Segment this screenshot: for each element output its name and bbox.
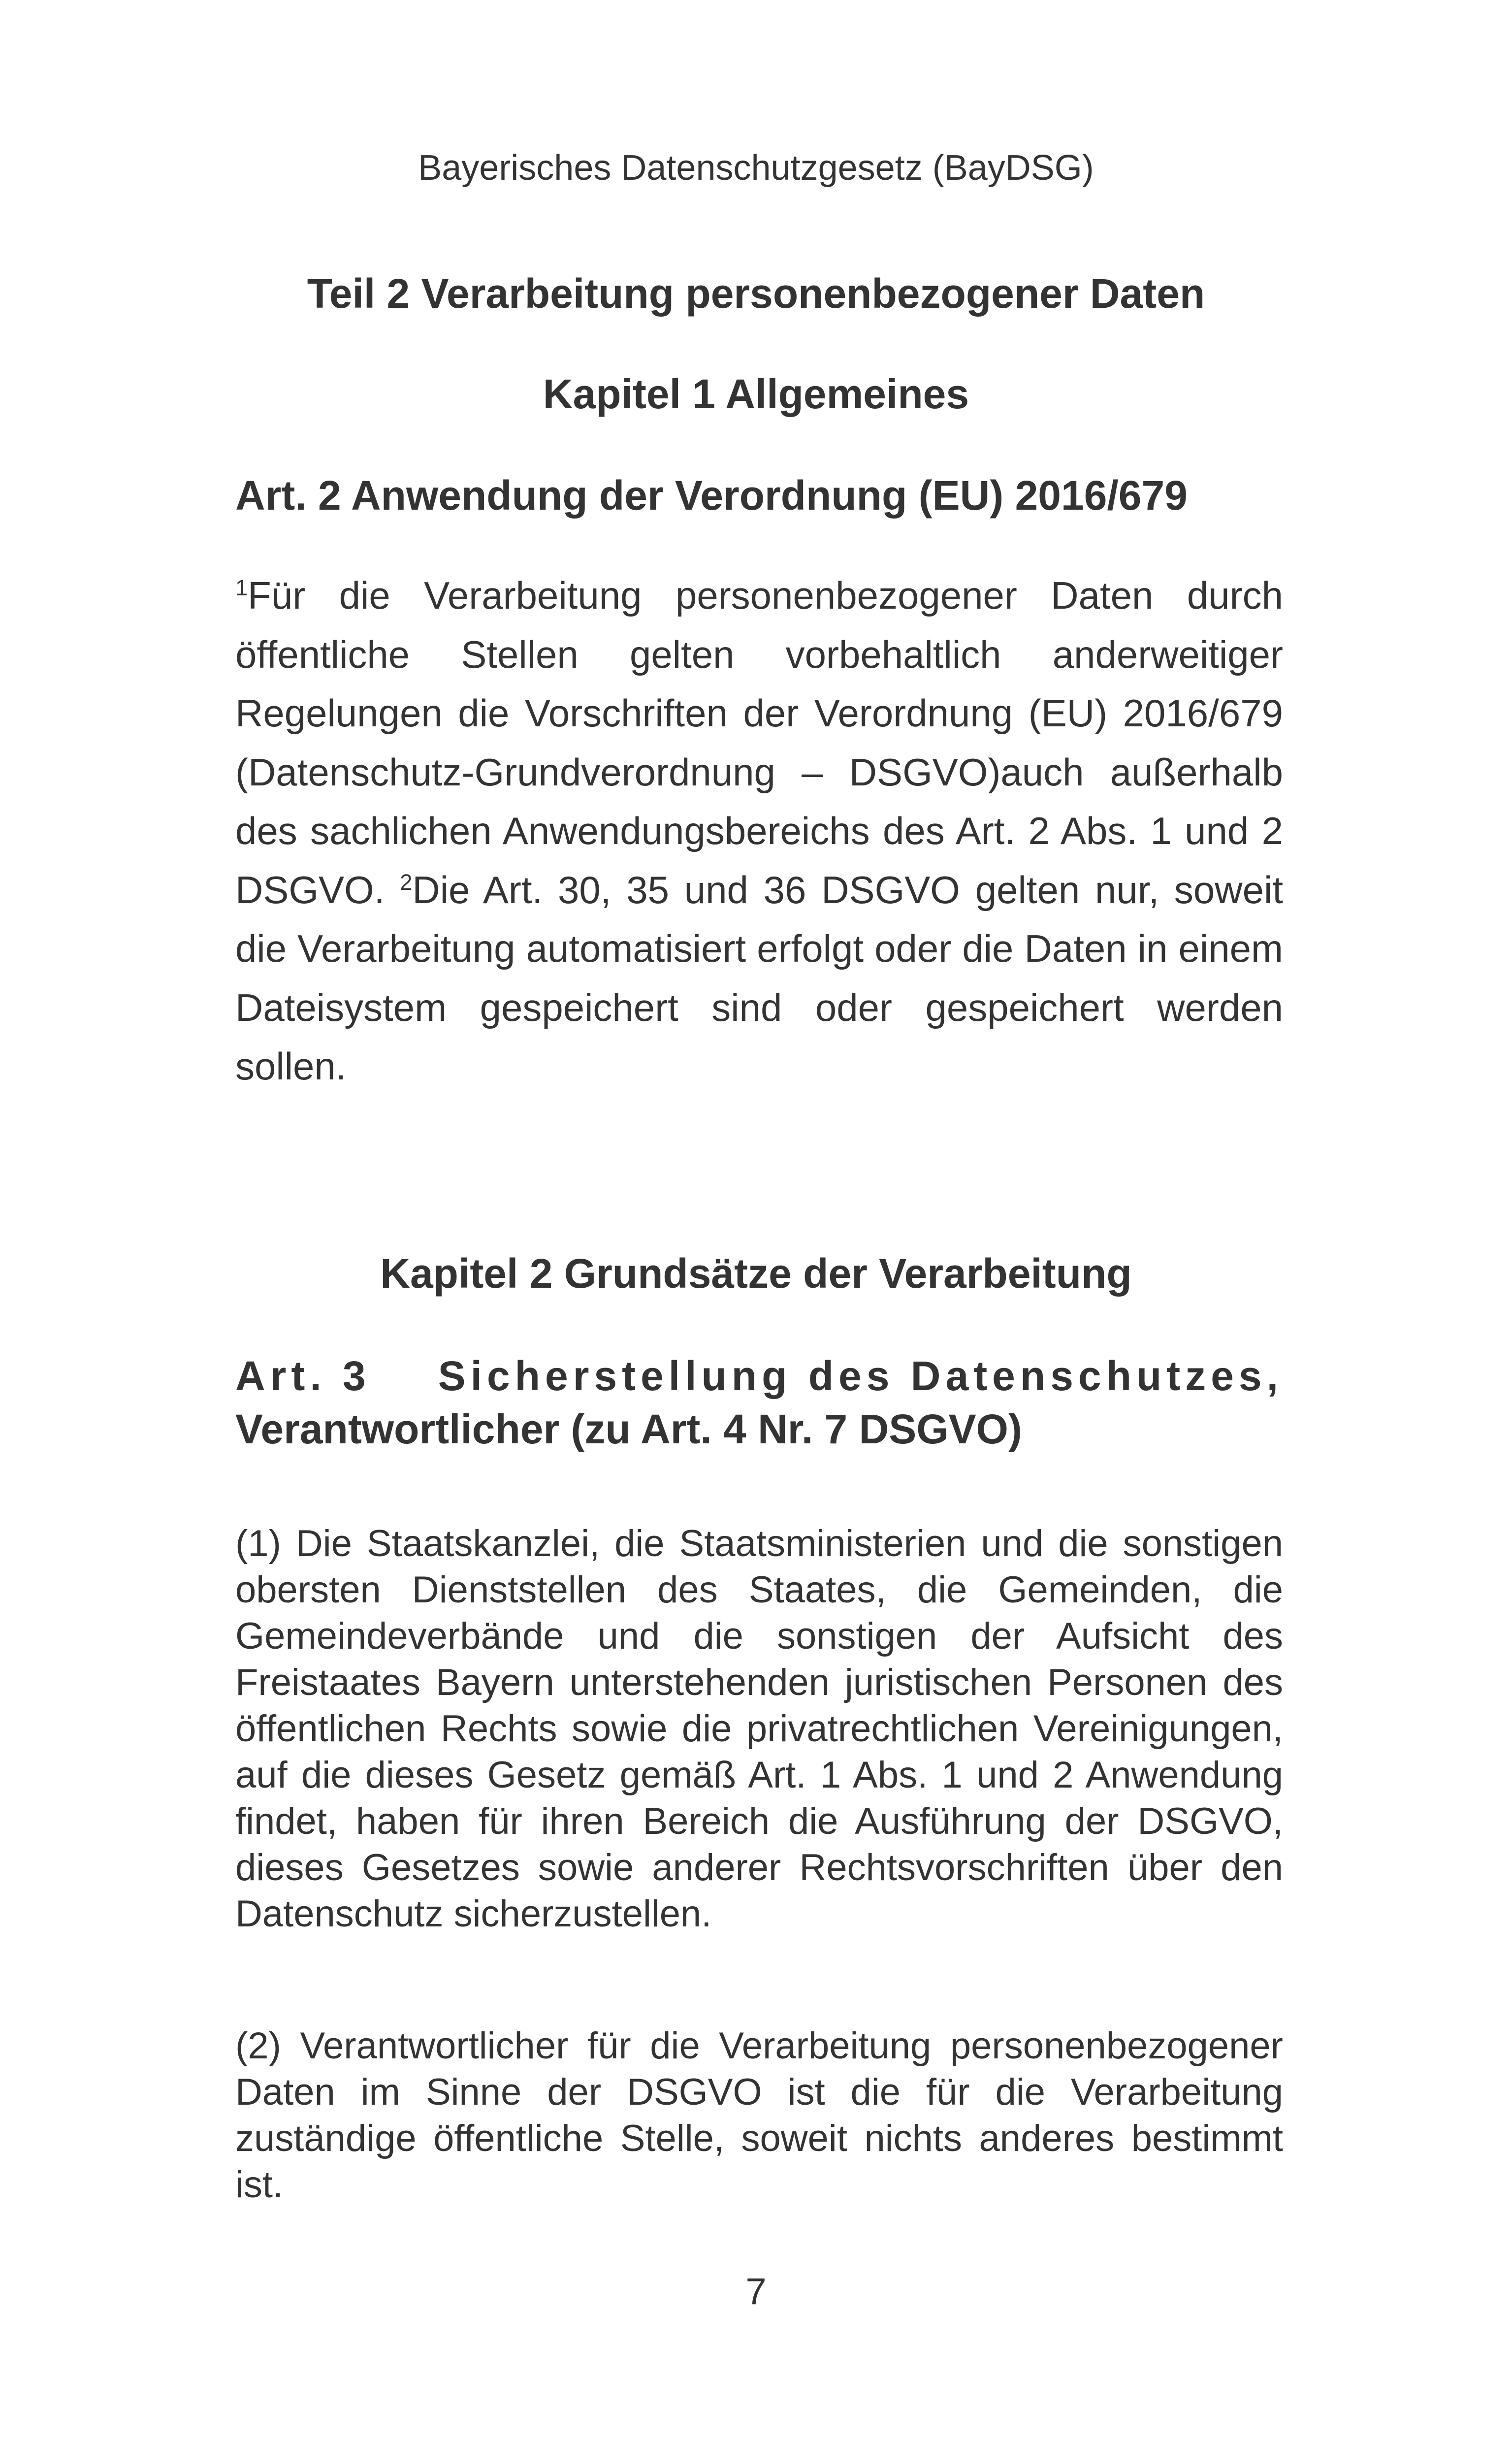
running-header: Bayerisches Datenschutzgesetz (BayDSG) — [418, 148, 1094, 188]
sentence-1-number: 1 — [235, 575, 248, 600]
sentence-2-number: 2 — [400, 869, 413, 895]
part-heading: Teil 2 Verarbeitung personenbezogener Daten — [307, 270, 1205, 317]
article-2-text — [235, 566, 1283, 1096]
chapter-2-heading: Kapitel 2 Grundsätze der Verarbeitung — [380, 1250, 1132, 1297]
article-3-number: Art. 3 — [235, 1353, 371, 1399]
page-number: 7 — [745, 2271, 767, 2313]
sentence-2-text: Die Art. 30, 35 und 36 DSGVO gelten nur, soweit die Verarbeitung automatisiert erfolgt oder die Daten in einem Dateisystem gespeichert sind oder gespeichert werden sollen. — [235, 868, 1283, 1088]
article-3-heading-line-1 — [235, 1349, 1283, 1402]
article-3-heading — [235, 1349, 1283, 1456]
chapter-1-heading: Kapitel 1 Allgemeines — [543, 371, 969, 417]
article-3-paragraph-1: (1) Die Staatskanzlei, die Staatsministerien und die sonstigen obersten Dienststellen des Staates, die Gemeinden, die Gemeindeverbände und die sonstigen der Aufsicht des Freistaates Bayern unterstehenden juristischen Personen des öffentlichen Rechts sowie die privatrechtlichen Vereinigungen, auf die dieses Gesetz gemäß Art. 1 Abs. 1 und 2 Anwendung findet, haben für ihren Bereich die Ausführung der DSGVO, dieses Gesetzes sowie anderer Rechtsvorschriften über den Datenschutz sicherzustellen. — [235, 1523, 1283, 1935]
article-2-heading: Art. 2 Anwendung der Verordnung (EU) 2016/679 — [235, 472, 1188, 519]
article-3-heading-line-2: Verantwortlicher (zu Art. 4 Nr. 7 DSGVO) — [235, 1406, 1022, 1452]
article-3-title-part: Sicherstellung des Datenschutzes, — [438, 1353, 1283, 1399]
sentence-1-text: Für die Verarbeitung personenbezogener Daten durch öffentliche Stellen gelten vorbehaltlich anderweitiger Regelungen die Vorschriften der Verordnung (EU) 2016/679 (Datenschutz-Grundverordnung – DSGVO)auch außerhalb des sachlichen Anwendungsbereichs des Art. 2 Abs. 1 und 2 DSGVO. — [235, 574, 1283, 912]
article-3-paragraph-2: (2) Verantwortlicher für die Verarbeitung personenbezogener Daten im Sinne der DSGVO ist die für die Verarbeitung zuständige öffentliche Stelle, soweit nichts anderes bestimmt ist. — [235, 2025, 1283, 2206]
